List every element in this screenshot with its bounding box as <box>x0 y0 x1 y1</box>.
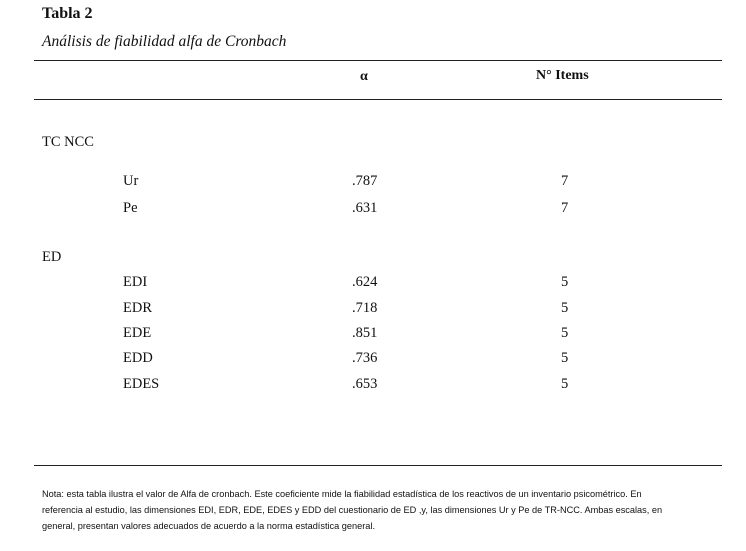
bottom-rule <box>34 465 722 466</box>
row-items: 5 <box>561 274 569 290</box>
row-alpha: .736 <box>352 350 378 366</box>
row-items: 5 <box>561 300 569 316</box>
row-items: 5 <box>561 325 569 341</box>
row-alpha: .851 <box>352 325 378 341</box>
row-items: 7 <box>561 173 569 189</box>
table-title: Análisis de fiabilidad alfa de Cronbach <box>42 33 287 50</box>
row-alpha: .718 <box>352 300 378 316</box>
group-label: TC NCC <box>42 134 94 150</box>
row-name: EDR <box>123 300 152 316</box>
table-label: Tabla 2 <box>42 5 93 22</box>
row-items: 5 <box>561 376 569 392</box>
row-items: 5 <box>561 350 569 366</box>
group-label: ED <box>42 249 62 265</box>
row-alpha: .624 <box>352 274 378 290</box>
row-alpha: .787 <box>352 173 378 189</box>
column-header-alpha: α <box>360 69 368 84</box>
row-name: EDD <box>123 350 153 366</box>
row-name: EDE <box>123 325 152 341</box>
row-alpha: .653 <box>352 376 378 392</box>
row-alpha: .631 <box>352 200 378 216</box>
top-rule <box>34 60 722 61</box>
row-items: 7 <box>561 200 569 216</box>
row-name: EDES <box>123 376 160 392</box>
row-name: Ur <box>123 173 139 189</box>
table-note: Nota: esta tabla ilustra el valor de Alfa de cronbach. Este coeficiente mide la fiabilidad estadística de los reactivos de un inventario psicométrico. En referencia al estudio, las dimensiones EDI, EDR, EDE, EDES y EDD del cuestionario de ED ,y, las dimensiones Ur y Pe de TR-NCC. Ambas escalas, en general, presentan valores adecuados de acuerdo a la norma estadística general. <box>42 489 663 531</box>
column-header-items: N° Items <box>536 68 589 83</box>
row-name: EDI <box>123 274 148 290</box>
header-rule <box>34 99 722 100</box>
row-name: Pe <box>123 200 138 216</box>
